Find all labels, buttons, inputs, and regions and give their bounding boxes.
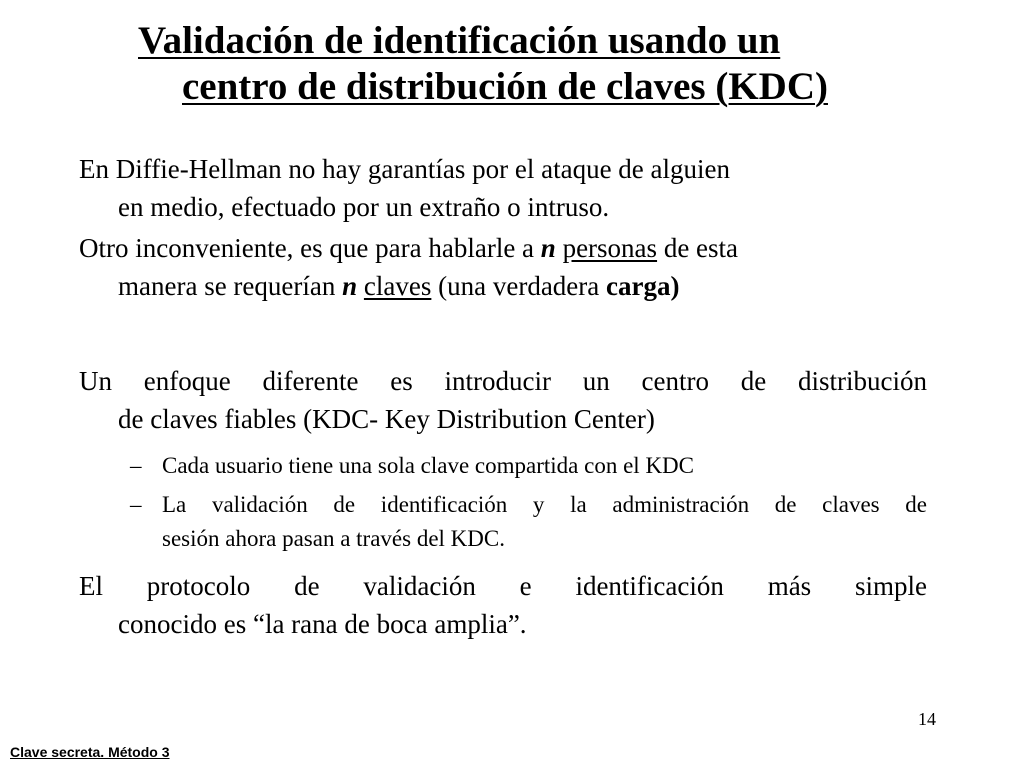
paragraph-diffie-hellman: [79, 150, 927, 226]
title-line-2: centro de distribución de claves (KDC): [182, 65, 828, 108]
sub-bullet-text: sesión ahora pasan a través del KDC.: [162, 526, 505, 551]
paragraph-inconveniente: [79, 229, 927, 305]
bold-carga: carga: [606, 271, 671, 301]
underlined-personas: personas: [562, 233, 658, 263]
footer-label: Clave secreta. Método 3: [10, 744, 170, 760]
paragraph-line: Un enfoque diferente es introducir un centro de distribución: [79, 366, 927, 396]
text-run: [556, 233, 563, 263]
page-number: 14: [918, 709, 936, 729]
paragraph-line: El protocolo de validación e identificación más simple: [79, 571, 927, 601]
variable-n: n: [540, 233, 556, 263]
slide-title: [138, 18, 958, 110]
text-run: Otro inconveniente, es que para hablarle a: [79, 233, 541, 263]
underlined-claves: claves: [363, 271, 432, 301]
title-line-1: Validación de identificación usando un: [138, 19, 781, 62]
text-run: de esta: [657, 233, 739, 263]
sub-bullet-validacion: [130, 488, 927, 556]
paragraph-enfoque: [79, 362, 927, 438]
paragraph-protocolo: [79, 567, 927, 643]
paragraph-line: [79, 233, 738, 263]
paragraph-line: de claves fiables (KDC- Key Distribution Center): [118, 404, 655, 434]
text-run: (una verdadera: [431, 271, 607, 301]
paragraph-line: en medio, efectuado por un extraño o intruso.: [118, 192, 610, 222]
dash-bullet: –: [130, 453, 142, 478]
dash-bullet: –: [130, 492, 142, 517]
paragraph-line: En Diffie-Hellman no hay garantías por el ataque de alguien: [79, 154, 731, 184]
text-run: manera se requerían: [118, 271, 343, 301]
sub-bullet-text: Cada usuario tiene una sola clave compartida con el KDC: [162, 453, 695, 478]
paragraph-line: conocido es “la rana de boca amplia”.: [118, 609, 527, 639]
variable-n: n: [342, 271, 358, 301]
sub-bullet-usuario: [130, 449, 927, 483]
text-run: ): [670, 271, 680, 301]
text-run: [357, 271, 364, 301]
sub-bullet-text: La validación de identificación y la administración de claves de: [162, 492, 927, 517]
paragraph-line: [79, 267, 927, 305]
